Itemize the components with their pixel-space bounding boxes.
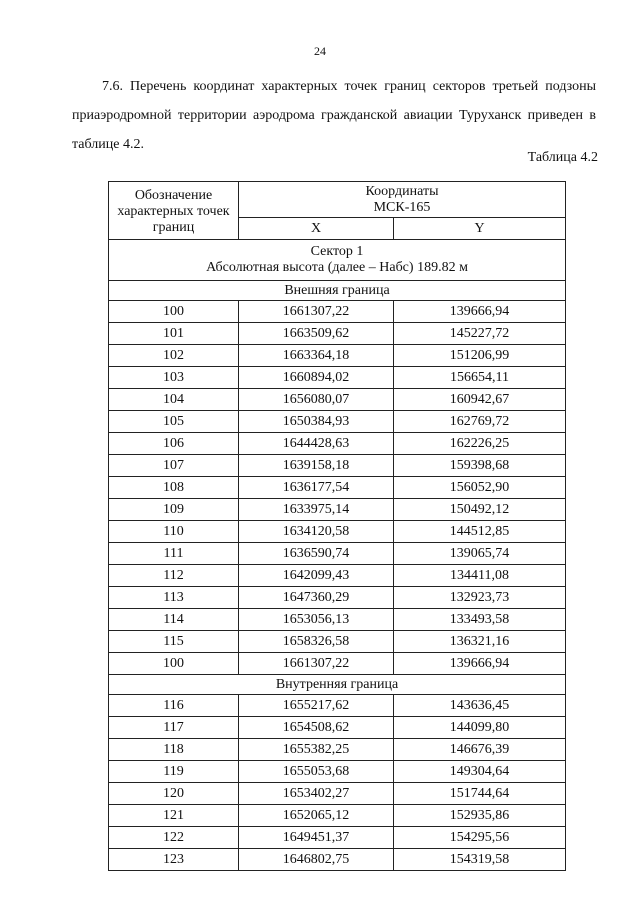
point-cell: 119 — [109, 761, 239, 783]
table-row — [109, 717, 566, 739]
inner-boundary-label: Внутренняя граница — [109, 675, 566, 695]
y-cell: 132923,73 — [394, 587, 566, 609]
table-row — [109, 367, 566, 389]
y-cell: 156654,11 — [394, 367, 566, 389]
y-cell: 151744,64 — [394, 783, 566, 805]
point-cell: 112 — [109, 565, 239, 587]
coordinates-table — [108, 181, 566, 871]
table-row — [109, 739, 566, 761]
y-cell: 154319,58 — [394, 849, 566, 871]
sector-row — [109, 240, 566, 281]
x-cell: 1636177,54 — [239, 477, 394, 499]
y-cell: 144512,85 — [394, 521, 566, 543]
x-cell: 1639158,18 — [239, 455, 394, 477]
outer-boundary-row — [109, 281, 566, 301]
table-row — [109, 301, 566, 323]
x-header: X — [239, 218, 394, 240]
point-cell: 109 — [109, 499, 239, 521]
table-caption: Таблица 4.2 — [527, 150, 598, 165]
table-row — [109, 849, 566, 871]
x-cell: 1654508,62 — [239, 717, 394, 739]
x-cell: 1660894,02 — [239, 367, 394, 389]
point-cell: 113 — [109, 587, 239, 609]
x-cell: 1656080,07 — [239, 389, 394, 411]
point-cell: 108 — [109, 477, 239, 499]
coords-header — [239, 182, 566, 218]
outer-boundary-label: Внешняя граница — [109, 281, 566, 301]
point-cell: 120 — [109, 783, 239, 805]
y-cell: 134411,08 — [394, 565, 566, 587]
table-row — [109, 609, 566, 631]
point-cell: 104 — [109, 389, 239, 411]
y-cell: 133493,58 — [394, 609, 566, 631]
y-cell: 160942,67 — [394, 389, 566, 411]
table-row — [109, 783, 566, 805]
table-row — [109, 827, 566, 849]
point-cell: 106 — [109, 433, 239, 455]
y-cell: 152935,86 — [394, 805, 566, 827]
table-header-row — [109, 182, 566, 218]
point-cell: 111 — [109, 543, 239, 565]
table-row — [109, 543, 566, 565]
point-cell: 110 — [109, 521, 239, 543]
y-cell: 136321,16 — [394, 631, 566, 653]
table-row — [109, 587, 566, 609]
x-cell: 1642099,43 — [239, 565, 394, 587]
x-cell: 1646802,75 — [239, 849, 394, 871]
inner-boundary-row — [109, 675, 566, 695]
page-number: 24 — [314, 44, 326, 58]
table-row — [109, 433, 566, 455]
x-cell: 1649451,37 — [239, 827, 394, 849]
sector-cell — [109, 240, 566, 281]
y-cell: 144099,80 — [394, 717, 566, 739]
y-cell: 139666,94 — [394, 301, 566, 323]
y-cell: 146676,39 — [394, 739, 566, 761]
table-row — [109, 389, 566, 411]
point-cell: 101 — [109, 323, 239, 345]
y-header: Y — [394, 218, 566, 240]
x-cell: 1644428,63 — [239, 433, 394, 455]
point-cell: 100 — [109, 301, 239, 323]
x-cell: 1663364,18 — [239, 345, 394, 367]
y-cell: 139065,74 — [394, 543, 566, 565]
table-row — [109, 565, 566, 587]
sector-title: Сектор 1 — [310, 244, 364, 259]
y-cell: 145227,72 — [394, 323, 566, 345]
table-row — [109, 499, 566, 521]
y-cell: 149304,64 — [394, 761, 566, 783]
x-cell: 1661307,22 — [239, 653, 394, 675]
point-cell: 107 — [109, 455, 239, 477]
y-cell: 162226,25 — [394, 433, 566, 455]
point-cell: 102 — [109, 345, 239, 367]
table-row — [109, 695, 566, 717]
x-cell: 1663509,62 — [239, 323, 394, 345]
coords-system: МСК-165 — [373, 199, 431, 215]
y-cell: 143636,45 — [394, 695, 566, 717]
x-cell: 1634120,58 — [239, 521, 394, 543]
table-row — [109, 521, 566, 543]
sector-altitude: Абсолютная высота (далее – Набс) 189.82 м — [206, 260, 468, 275]
point-cell: 115 — [109, 631, 239, 653]
x-cell: 1661307,22 — [239, 301, 394, 323]
x-cell: 1655053,68 — [239, 761, 394, 783]
y-cell: 154295,56 — [394, 827, 566, 849]
x-cell: 1655382,25 — [239, 739, 394, 761]
y-cell: 162769,72 — [394, 411, 566, 433]
point-cell: 114 — [109, 609, 239, 631]
point-cell: 116 — [109, 695, 239, 717]
x-cell: 1658326,58 — [239, 631, 394, 653]
point-cell: 123 — [109, 849, 239, 871]
y-cell: 151206,99 — [394, 345, 566, 367]
point-cell: 100 — [109, 653, 239, 675]
table-row — [109, 631, 566, 653]
point-cell: 121 — [109, 805, 239, 827]
point-cell: 105 — [109, 411, 239, 433]
point-cell: 103 — [109, 367, 239, 389]
point-cell: 118 — [109, 739, 239, 761]
table-row — [109, 345, 566, 367]
table-row — [109, 653, 566, 675]
point-cell: 117 — [109, 717, 239, 739]
y-cell: 156052,90 — [394, 477, 566, 499]
y-cell: 150492,12 — [394, 499, 566, 521]
x-cell: 1653402,27 — [239, 783, 394, 805]
table-row — [109, 805, 566, 827]
x-cell: 1647360,29 — [239, 587, 394, 609]
x-cell: 1652065,12 — [239, 805, 394, 827]
table-row — [109, 455, 566, 477]
coords-label: Координаты — [365, 183, 439, 199]
intro-line-1: 7.6. Перечень координат характерных точек границ секторов третьей подзоны — [102, 79, 596, 94]
x-cell: 1633975,14 — [239, 499, 394, 521]
x-cell: 1653056,13 — [239, 609, 394, 631]
table-row — [109, 323, 566, 345]
y-cell: 159398,68 — [394, 455, 566, 477]
y-cell: 139666,94 — [394, 653, 566, 675]
intro-paragraph — [72, 72, 596, 159]
table-row — [109, 411, 566, 433]
point-cell: 122 — [109, 827, 239, 849]
table-row — [109, 477, 566, 499]
point-label-header: Обозначение характерных точек границ — [109, 182, 239, 240]
table-row — [109, 761, 566, 783]
x-cell: 1655217,62 — [239, 695, 394, 717]
intro-line-2: приаэродромной территории аэродрома гражданской авиации Туруханск приведен в — [72, 108, 596, 123]
intro-line-3: таблице 4.2. — [72, 137, 144, 152]
x-cell: 1636590,74 — [239, 543, 394, 565]
x-cell: 1650384,93 — [239, 411, 394, 433]
